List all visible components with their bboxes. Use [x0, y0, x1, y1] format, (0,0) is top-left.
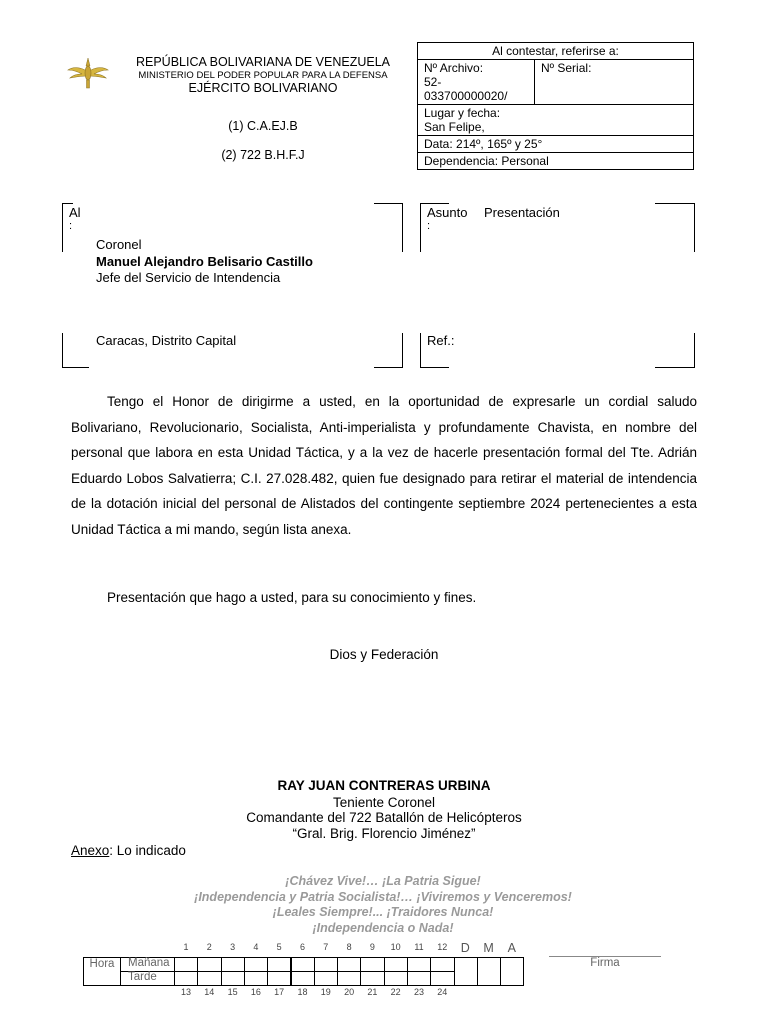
grid-hour-number-bottom: 24 [437, 987, 448, 997]
ref-label: Ref.: [427, 333, 455, 348]
grid-hour-number-bottom: 15 [227, 987, 238, 997]
data-cell: Data: 214º, 165º y 25° [418, 136, 694, 153]
grid-hour-number-top: 1 [183, 942, 189, 952]
grid-hour-cell-pm [430, 971, 454, 986]
header-unit-1: (1) C.A.EJ.B [228, 119, 298, 133]
grid-hour-number-top: 4 [253, 942, 259, 952]
grid-hour-cell-pm [244, 971, 268, 986]
grid-manana-label: Mañana [128, 957, 170, 969]
grid-hour-cell-pm [221, 971, 245, 986]
archivo-cell [418, 60, 535, 105]
grid-hour-cell-am [384, 957, 408, 972]
grid-hour-number-bottom: 13 [180, 987, 191, 997]
grid-hour-number-top: 12 [437, 942, 448, 952]
grid-date-cell [454, 957, 478, 986]
grid-date-cell [500, 957, 524, 986]
grid-hour-number-bottom: 20 [344, 987, 355, 997]
grid-hour-cell-am [430, 957, 454, 972]
grid-hour-cell-pm [291, 971, 315, 986]
army-aviation-emblem [66, 56, 110, 90]
recipient-name: Manuel Alejandro Belisario Castillo [96, 254, 313, 269]
grid-hour-number-top: 3 [230, 942, 236, 952]
grid-date-cell [477, 957, 501, 986]
grid-hour-cell-pm [384, 971, 408, 986]
grid-hour-number-bottom: 19 [320, 987, 331, 997]
recipient-rank: Coronel [96, 237, 142, 252]
grid-date-label: A [507, 941, 516, 955]
grid-tarde-label: Tarde [128, 971, 157, 983]
grid-date-label: M [483, 941, 494, 955]
grid-hour-number-bottom: 18 [297, 987, 308, 997]
annex-value: : Lo indicado [109, 843, 186, 858]
grid-hora-label: Hora [89, 958, 115, 970]
reference-title: Al contestar, referirse a: [418, 43, 694, 60]
archivo-value-2: 033700000020/ [424, 89, 508, 103]
archivo-label: Nº Archivo: [424, 61, 484, 75]
grid-hour-cell-am [244, 957, 268, 972]
grid-hour-cell-am [291, 957, 315, 972]
grid-hour-number-top: 8 [346, 942, 352, 952]
asunto-label: Asunto [427, 205, 468, 220]
grid-hour-cell-am [267, 957, 291, 972]
body-paragraph-2: Presentación que hago a usted, para su conocimiento y fines. [107, 590, 477, 605]
header-army: EJÉRCITO BOLIVARIANO [188, 81, 338, 95]
subject-bracket-tr [655, 203, 695, 252]
grid-hour-number-top: 11 [414, 942, 424, 952]
grid-hour-number-bottom: 14 [204, 987, 215, 997]
grid-hour-cell-am [337, 957, 361, 972]
signatory-unit: “Gral. Brig. Florencio Jiménez” [292, 826, 476, 841]
grid-hour-number-top: 6 [299, 942, 305, 952]
annex-line [71, 843, 186, 858]
grid-hour-cell-pm [197, 971, 221, 986]
dependencia-cell: Dependencia: Personal [418, 153, 694, 170]
grid-hour-cell-am [221, 957, 245, 972]
grid-hour-cell-pm [267, 971, 291, 986]
recipient-bracket-tr [374, 203, 403, 252]
lugar-label: Lugar y fecha: [424, 106, 501, 120]
grid-hour-cell-am [197, 957, 221, 972]
grid-date-label: D [460, 941, 470, 955]
signatory-rank: Teniente Coronel [332, 795, 436, 810]
motto-4: ¡Independencia o Nada! [312, 920, 454, 935]
serial-label: Nº Serial: [541, 61, 592, 75]
grid-hour-cell-pm [337, 971, 361, 986]
closing-salutation: Dios y Federación [329, 647, 439, 662]
recipient-bracket-bl [62, 333, 89, 368]
grid-hour-cell-pm [314, 971, 338, 986]
signatory-position: Comandante del 722 Batallón de Helicópteros [246, 810, 522, 825]
grid-hour-number-bottom: 23 [413, 987, 424, 997]
lugar-cell [418, 105, 694, 136]
grid-hour-cell-am [360, 957, 384, 972]
grid-hour-cell-am [174, 957, 198, 972]
grid-hour-cell-pm [407, 971, 431, 986]
grid-hour-number-bottom: 17 [274, 987, 285, 997]
grid-hour-number-top: 7 [323, 942, 329, 952]
recipient-city: Caracas, Distrito Capital [96, 333, 237, 348]
archivo-value-1: 52- [424, 75, 442, 89]
signatory-name: RAY JUAN CONTRERAS URBINA [277, 778, 491, 793]
grid-hour-number-bottom: 22 [390, 987, 401, 997]
recipient-position: Jefe del Servicio de Intendencia [96, 270, 281, 285]
motto-3: ¡Leales Siempre!... ¡Traidores Nunca! [272, 905, 494, 919]
grid-hour-cell-am [407, 957, 431, 972]
grid-hour-number-top: 9 [369, 942, 375, 952]
annex-label: Anexo [71, 843, 110, 858]
grid-hour-cell-pm [360, 971, 384, 986]
grid-hour-number-bottom: 16 [250, 987, 261, 997]
asunto-value: Presentación [484, 205, 560, 220]
header-republic: REPÚBLICA BOLIVARIANA DE VENEZUELA [135, 55, 391, 69]
grid-hour-number-top: 2 [206, 942, 212, 952]
header-unit-2: (2) 722 B.H.F.J [221, 148, 305, 162]
al-label: Al [69, 205, 81, 220]
lugar-value: San Felipe, [424, 120, 485, 134]
grid-hour-number-top: 10 [390, 942, 401, 952]
grid-hour-cell-pm [174, 971, 198, 986]
body-paragraph-1: Tengo el Honor de dirigirme a usted, en la oportunidad de expresarle un cordial saludo Bolivariano, Revolucionario, Socialista, Anti-imperialista y profundamente Chavista, en nombre del personal que labora en esta Unidad Táctica, y a la vez de hacerle presentación formal del Tte. Adrián Eduardo Lobos Salvatierra; C.I. 27.028.482, quien fue designado para retirar el material de intendencia de la dotación inicial del personal de Alistados del contingente septiembre 2024 pertenecientes a esta Unidad Táctica a mi mando, según lista anexa. [71, 394, 697, 537]
al-colon: : [69, 220, 73, 232]
motto-2: ¡Independencia y Patria Socialista!… ¡Viviremos y Venceremos! [194, 889, 572, 904]
grid-hour-number-bottom: 21 [367, 987, 378, 997]
grid-hour-number-top: 5 [276, 942, 282, 952]
reference-box [417, 42, 694, 170]
firma-label: Firma [590, 957, 620, 969]
header-ministry: MINISTERIO DEL PODER POPULAR PARA LA DEFENSA [138, 70, 388, 81]
motto-1: ¡Chávez Vive!… ¡La Patria Sigue! [285, 874, 481, 888]
asunto-colon: : [427, 220, 431, 232]
serial-cell [535, 60, 694, 105]
subject-bracket-br [655, 333, 695, 368]
recipient-bracket-br [374, 333, 403, 368]
grid-hour-cell-am [314, 957, 338, 972]
